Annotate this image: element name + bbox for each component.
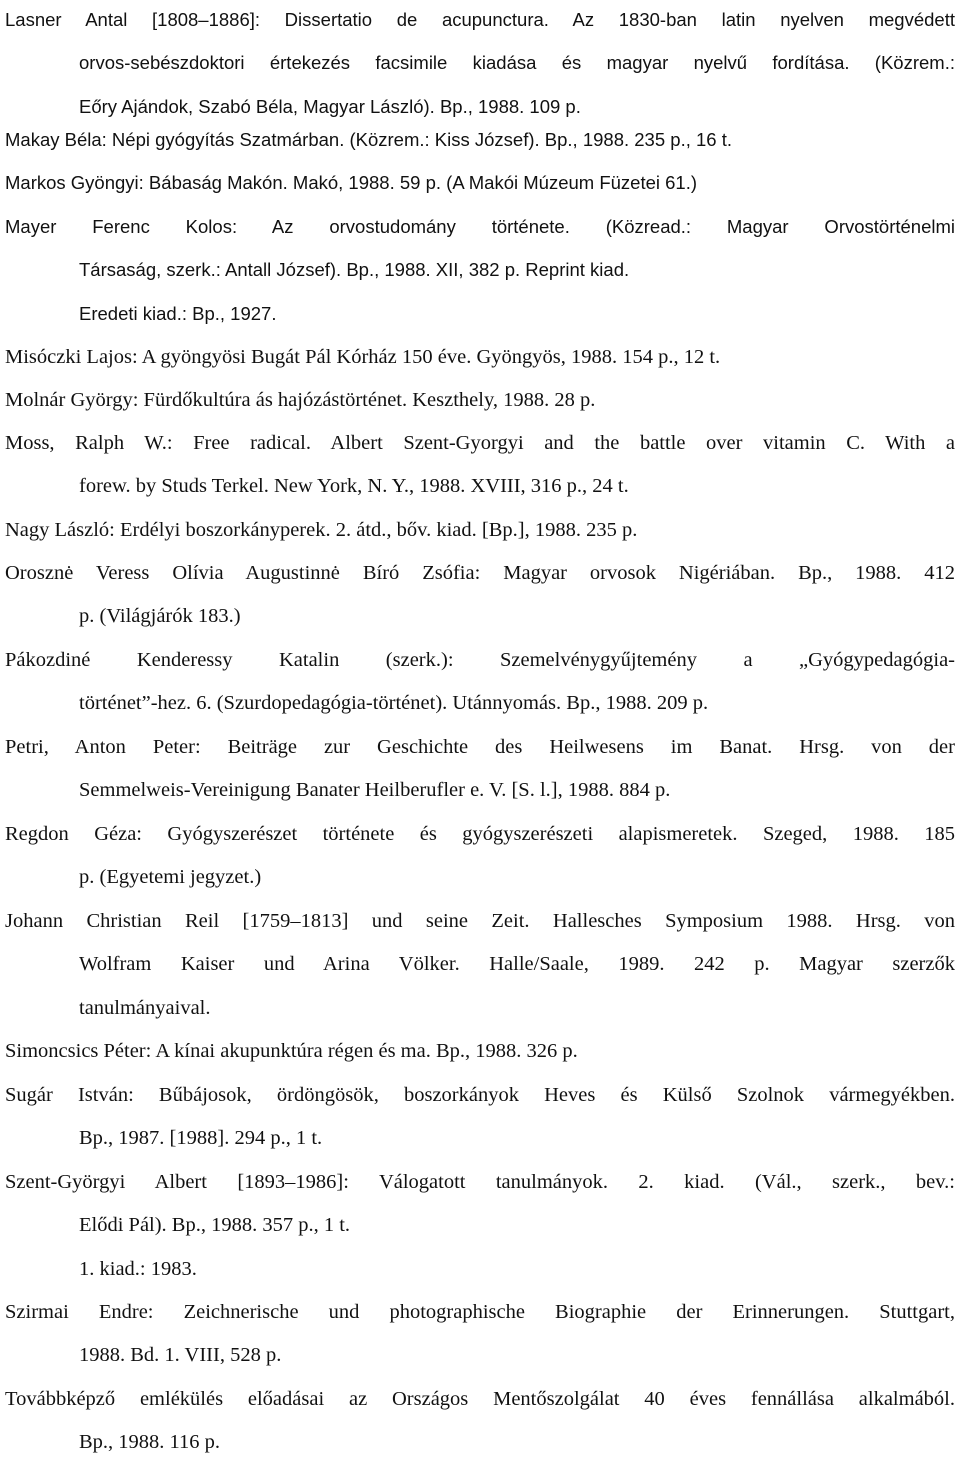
- entry-line: Pákozdiné Kenderessy Katalin (szerk.): Szemelvénygyűjtemény a „Gyógypedagógia-: [5, 649, 955, 671]
- bibliography-entry: [5, 1378, 955, 1460]
- entry-line: történet”-hez. 6. (Szurdopedagógia-történet). Utánnyomás. Bp., 1988. 209 p.: [79, 692, 709, 715]
- bibliography-entry: [5, 1030, 955, 1073]
- bibliography-entry: [5, 1074, 955, 1161]
- entry-line: Bp., 1988. 116 p.: [79, 1431, 221, 1454]
- entry-line: forew. by Studs Terkel. New York, N. Y., 1988. XVIII, 316 p., 24 t.: [79, 475, 629, 498]
- bibliography-entry: [5, 1291, 955, 1378]
- entry-line: Társaság, szerk.: Antall József). Bp., 1988. XII, 382 p. Reprint kiad.: [79, 259, 630, 281]
- bibliography-entry: [5, 900, 955, 1030]
- entry-line: Moss, Ralph W.: Free radical. Albert Szent-Gyorgyi and the battle over vitamin C. With a: [5, 432, 955, 454]
- entry-line: Sugár István: Bűbájosok, ördöngösök, boszorkányok Heves és Külső Szolnok vármegyékben.: [5, 1084, 955, 1106]
- entry-line: Bp., 1987. [1988]. 294 p., 1 t.: [79, 1127, 323, 1150]
- entry-line: Simoncsics Péter: A kínai akupunktúra régen és ma. Bp., 1988. 326 p.: [5, 1040, 578, 1062]
- bibliography-entry: [5, 422, 955, 509]
- bibliography-entry: [5, 1161, 955, 1291]
- entry-line: 1. kiad.: 1983.: [79, 1257, 197, 1280]
- entry-line: Nagy László: Erdélyi boszorkányperek. 2. átd., bőv. kiad. [Bp.], 1988. 235 p.: [5, 519, 638, 541]
- entry-line: Petri, Anton Peter: Beiträge zur Geschichte des Heilwesens im Banat. Hrsg. von der: [5, 736, 955, 758]
- entry-line: tanulmányaival.: [79, 996, 211, 1019]
- entry-line: Misóczki Lajos: A gyöngyösi Bugát Pál Kórház 150 éve. Gyöngyös, 1988. 154 p., 12 t.: [5, 346, 721, 368]
- entry-line: Johann Christian Reil [1759–1813] und seine Zeit. Hallesches Symposium 1988. Hrsg. von: [5, 910, 955, 932]
- entry-line: Szirmai Endre: Zeichnerische und photographische Biographie der Erinnerungen. Stuttgart,: [5, 1301, 955, 1323]
- entry-line: p. (Világjárók 183.): [79, 605, 241, 628]
- entry-line: Továbbképző emlékülés előadásai az Országos Mentőszolgálat 40 éves fennállása alkalmából.: [5, 1388, 955, 1410]
- entry-line: Lasner Antal [1808–1886]: Dissertatio de acupunctura. Az 1830-ban latin nyelven megvédett: [5, 9, 955, 30]
- entry-line: Mayer Ferenc Kolos: Az orvostudomány története. (Közread.: Magyar Orvostörténelmi: [5, 216, 955, 237]
- bibliography-entry: [5, 205, 955, 335]
- bibliography-entry: [5, 0, 955, 128]
- entry-line: Molnár György: Fürdőkultúra ás hajózástörténet. Keszthely, 1988. 28 p.: [5, 389, 596, 411]
- entry-line: 1988. Bd. 1. VIII, 528 p.: [79, 1344, 282, 1367]
- entry-line: Markos Gyöngyi: Bábaság Makón. Makó, 1988. 59 p. (A Makói Múzeum Füzetei 61.): [5, 172, 698, 193]
- bibliography-entry: [5, 813, 955, 900]
- entry-line: Makay Béla: Népi gyógyítás Szatmárban. (Közrem.: Kiss József). Bp., 1988. 235 p., 16 t.: [5, 129, 732, 150]
- entry-line: Szent-Györgyi Albert [1893–1986]: Válogatott tanulmányok. 2. kiad. (Vál., szerk., bev.:: [5, 1171, 955, 1193]
- bibliography-entry: [5, 639, 955, 726]
- entry-line: orvos-sebészdoktori értekezés facsimile kiadása és magyar nyelvű fordítása. (Közrem.:: [79, 52, 955, 74]
- bibliography-entry: [5, 726, 955, 813]
- entry-line: Semmelweis-Vereinigung Banater Heilberufler e. V. [S. l.], 1988. 884 p.: [79, 779, 671, 802]
- entry-line: Regdon Géza: Gyógyszerészet története és gyógyszerészeti alapismeretek. Szeged, 1988. 185: [5, 823, 955, 845]
- entry-line: Eredeti kiad.: Bp., 1927.: [79, 302, 277, 324]
- bibliography-entry: [5, 509, 955, 552]
- bibliography-entry: [5, 336, 955, 379]
- bibliography-entry: [5, 161, 955, 204]
- bibliography-entry: [5, 552, 955, 639]
- entry-line: Elődi Pál). Bp., 1988. 357 p., 1 t.: [79, 1214, 351, 1237]
- entry-line: p. (Egyetemi jegyzet.): [79, 866, 262, 889]
- entry-line: Wolfram Kaiser und Arina Völker. Halle/Saale, 1989. 242 p. Magyar szerzők: [79, 953, 955, 976]
- bibliography-entry: [5, 118, 955, 161]
- bibliography-entry: [5, 379, 955, 422]
- entry-line: Eőry Ajándok, Szabó Béla, Magyar László). Bp., 1988. 109 p.: [79, 95, 581, 117]
- entry-line: Orosznė Veress Olívia Augustinnė Bíró Zsófia: Magyar orvosok Nigériában. Bp., 1988. 412: [5, 562, 955, 584]
